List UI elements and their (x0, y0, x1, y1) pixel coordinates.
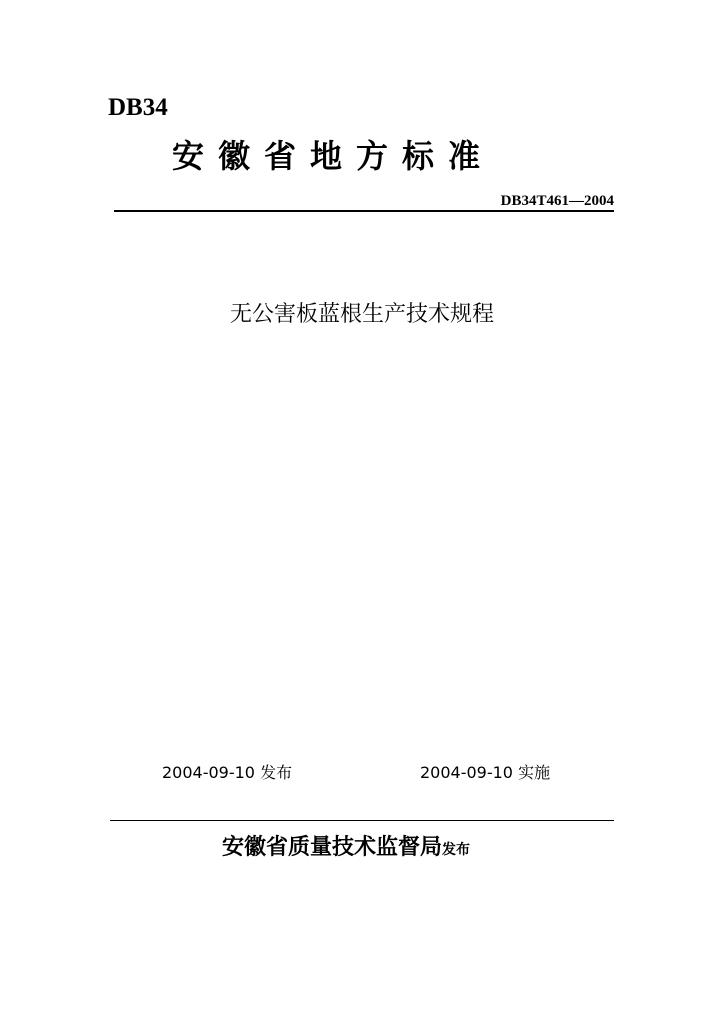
standard-code: DB34 (108, 94, 168, 121)
footer-divider (110, 820, 614, 821)
publish-date: 2004-09-10 发布 (162, 763, 293, 782)
standard-category-title: 安徽省地方标准 (172, 137, 495, 175)
issuer-suffix: 发布 (442, 842, 471, 858)
header-divider (114, 210, 614, 212)
document-title: 无公害板蓝根生产技术规程 (229, 302, 494, 327)
implement-date: 2004-09-10 实施 (420, 763, 551, 782)
standard-number: DB34T461—2004 (500, 193, 614, 209)
issuer-line (222, 833, 470, 865)
issuer-name: 安徽省质量技术监督局 (222, 835, 443, 860)
